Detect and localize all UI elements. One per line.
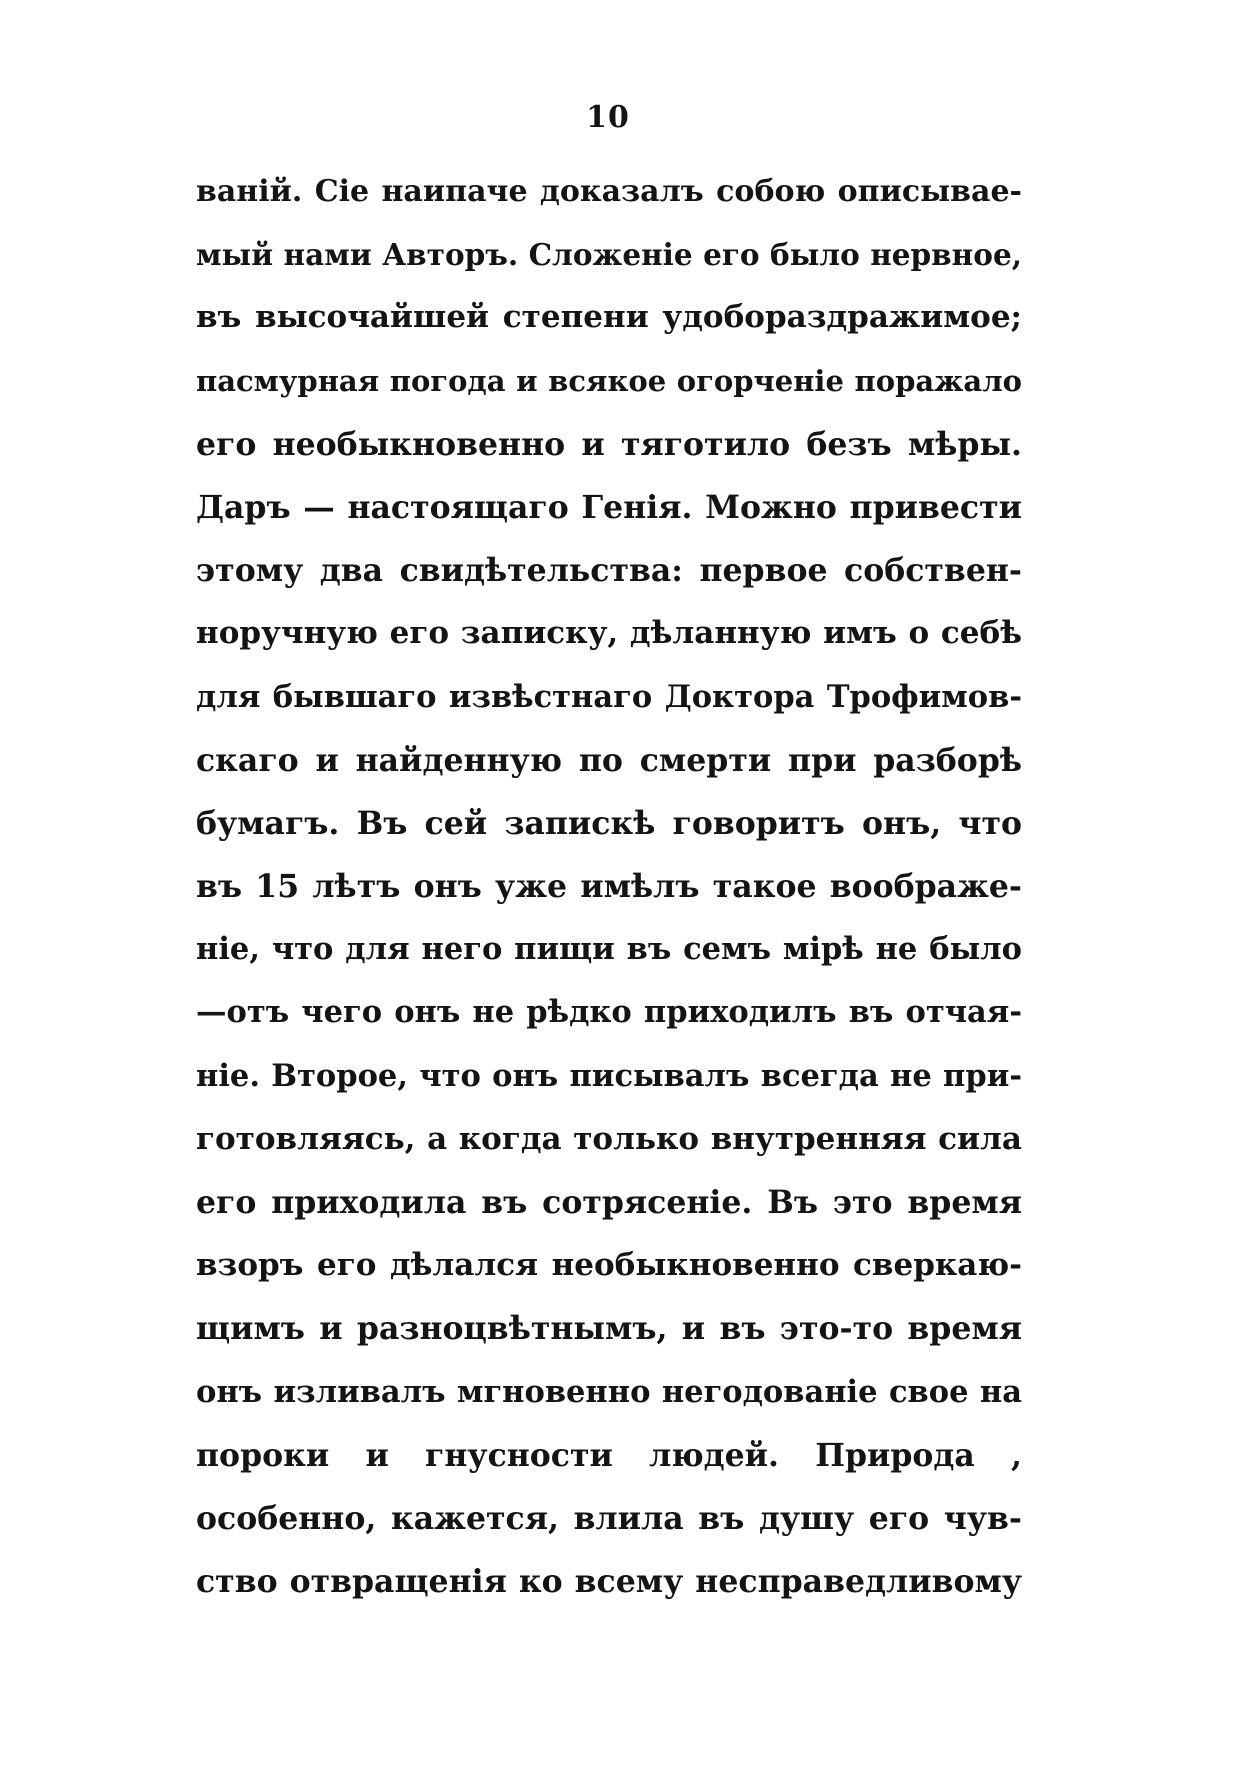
text-line: взоръ его дѣлался необыкновенно сверкаю- <box>196 1247 1022 1284</box>
page-number: 10 <box>586 100 630 135</box>
text-line: его необыкновенно и тяготило безъ мѣры. <box>196 425 1022 463</box>
text-line: Даръ — настоящаго Генія. Можно привести <box>196 488 1022 526</box>
body-text <box>196 160 1022 1613</box>
text-line: бумагъ. Въ сей запискѣ говоритъ онъ, что <box>196 804 1022 842</box>
text-line: онъ изливалъ мгновенно негодованіе свое на <box>196 1373 1022 1410</box>
text-line: его приходила въ сотрясеніе. Въ это время <box>196 1184 1022 1221</box>
text-line: въ высочайшей степени удобораздражимое; <box>196 299 1022 336</box>
text-line: ваній. Сіе наипаче доказалъ собою описывае- <box>196 174 1022 209</box>
text-line: щимъ и разноцвѣтнымъ, и въ это-то время <box>196 1310 1022 1348</box>
text-line: готовляясь, а когда только внутренняя сила <box>196 1120 1022 1157</box>
text-line: пасмурная погода и всякое огорченіе поражало <box>196 363 1022 398</box>
text-line: особенно, кажется, влила въ душу его чув- <box>196 1499 1022 1537</box>
text-line: въ 15 лѣтъ онъ уже имѣлъ такое воображе- <box>196 868 1022 906</box>
text-line: пороки и гнусности людей. Природа , <box>196 1436 1022 1474</box>
text-line: —отъ чего онъ не рѣдко приходилъ въ отчая- <box>196 994 1022 1031</box>
text-line: норучную его записку, дѣланную имъ о себѣ <box>196 615 1022 652</box>
text-line: ніе, что для него пищи въ семъ мірѣ не было <box>196 931 1022 968</box>
text-line: мый нами Авторъ. Сложеніе его было нервное, <box>196 237 1022 273</box>
text-line: ство отвращенія ко всему несправедливому <box>196 1563 1022 1601</box>
text-line: ніе. Второе, что онъ писывалъ всегда не при- <box>196 1057 1022 1094</box>
text-line: этому два свидѣтельства: первое собствен- <box>196 552 1022 590</box>
text-line: скаго и найденную по смерти при разборѣ <box>196 741 1022 779</box>
text-line: для бывшаго извѣстнаго Доктора Трофимов- <box>196 678 1022 715</box>
